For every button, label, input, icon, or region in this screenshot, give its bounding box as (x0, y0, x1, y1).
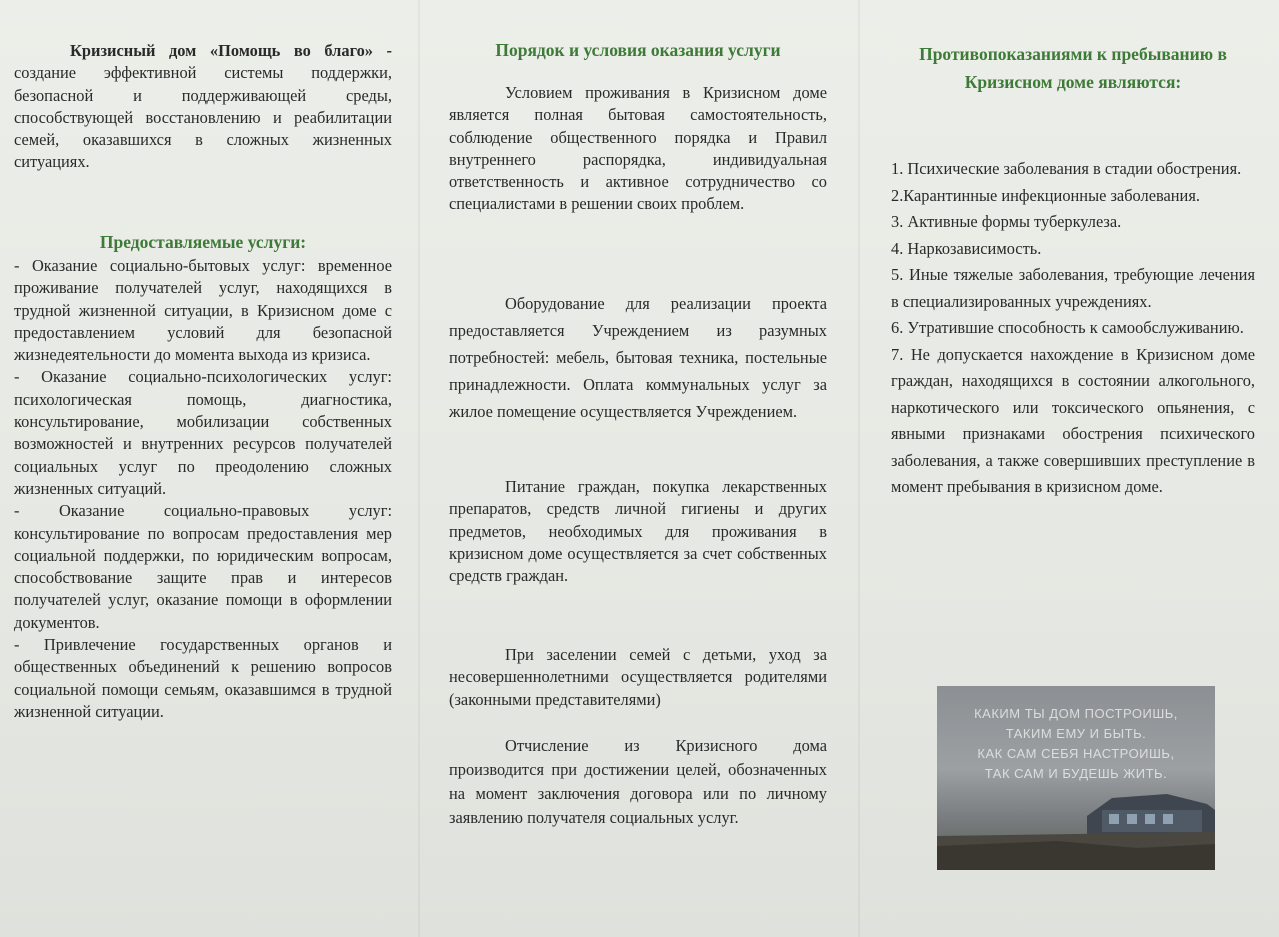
services-list (14, 255, 392, 723)
contraindication-item: 4. Наркозависимость. (891, 238, 1042, 258)
poem-line: ТАКИМ ЕМУ И БЫТЬ. (1005, 726, 1147, 741)
contraindication-item: 6. Утратившие способность к самообслуживанию. (891, 318, 1244, 337)
contraindication-item: 7. Не допускается нахождение в Кризисном доме граждан, находящихся в состоянии алкогольного, наркотического или токсического опьянения, с явными признаками обострения психического заболевания, а также совершивших преступление в момент пребывания в кризисном доме. (891, 344, 1255, 496)
house-silhouette (937, 686, 1215, 870)
intro-bold: Кризисный дом «Помощь во благо» - (70, 41, 392, 60)
fold-line (858, 0, 860, 937)
house-photo (937, 686, 1215, 870)
service-item: - Оказание социально-правовых услуг: консультирование по вопросам предоставления мер социальной поддержки, по юридическим вопросам, способствование защите прав и интересов получателей услуг, оказание помощи в оформлении документов. (14, 501, 392, 632)
condition-paragraph: Условием проживания в Кризисном доме является полная бытовая самостоятельность, соблюдение общественного порядка и Правил внутреннего распорядка, индивидуальная ответственность и активное сотрудничество со специалистами в решении своих проблем. (449, 83, 827, 214)
order-heading: Порядок и условия оказания услуги (495, 40, 781, 60)
intro-text: создание эффективной системы поддержки, безопасной и поддерживающей среды, способствующей восстановлению и реабилитации семей, оказавшихся в сложных жизненных ситуациях. (14, 63, 392, 172)
contraindication-item: 5. Иные тяжелые заболевания, требующие лечения в специализированных учреждениях. (891, 265, 1255, 311)
contraindications-heading: Противопоказаниями к пребыванию в Кризисном доме являются: (919, 44, 1227, 92)
service-item: - Привлечение государственных органов и общественных объединений к решению вопросов социальной помощи семьям, оказавшимся в трудной жизненной ситуации. (14, 635, 392, 721)
expulsion-paragraph: Отчисление из Кризисного дома производится при достижении целей, обозначенных на момент заключения договора или по личному заявлению получателя социальных услуг. (449, 736, 827, 827)
poem-line: КАКИМ ТЫ ДОМ ПОСТРОИШЬ, (974, 706, 1178, 721)
fold-line (418, 0, 420, 937)
services-heading: Предоставляемые услуги: (99, 232, 307, 252)
contraindication-item: 2.Карантинные инфекционные заболевания. (891, 185, 1200, 205)
contraindication-item: 1. Психические заболевания в стадии обострения. (891, 159, 1242, 178)
contraindications-list (891, 156, 1255, 501)
children-paragraph: При заселении семей с детьми, уход за несовершеннолетними осуществляется родителями (законными представителями) (449, 645, 827, 709)
left-panel (14, 0, 392, 937)
intro-paragraph (14, 40, 392, 174)
service-item: - Оказание социально-психологических услуг: психологическая помощь, диагностика, консультирование, мобилизации собственных возможностей и внутренних ресурсов получателей социальных услуг по преодолению сложных жизненных ситуаций. (14, 367, 392, 498)
poem-line: ТАК САМ И БУДЕШЬ ЖИТЬ. (984, 766, 1168, 781)
middle-panel (449, 0, 827, 937)
contraindication-item: 3. Активные формы туберкулеза. (891, 212, 1122, 231)
equipment-paragraph: Оборудование для реализации проекта предоставляется Учреждением из разумных потребностей: мебель, бытовая техника, постельные принадлежности. Оплата коммунальных услуг за жилое помещение осуществляется Учреждением. (449, 294, 827, 421)
food-paragraph: Питание граждан, покупка лекарственных препаратов, средств личной гигиены и других предметов, необходимых для проживания в кризисном доме осуществляется за счет собственных средств граждан. (449, 477, 827, 586)
service-item: - Оказание социально-бытовых услуг: временное проживание получателей услуг, находящихся в трудной жизненной ситуации, в Кризисном доме с предоставлением условий для безопасной жизнедеятельности до момента выхода из кризиса. (14, 256, 392, 365)
poem-line: КАК САМ СЕБЯ НАСТРОИШЬ, (977, 746, 1175, 761)
